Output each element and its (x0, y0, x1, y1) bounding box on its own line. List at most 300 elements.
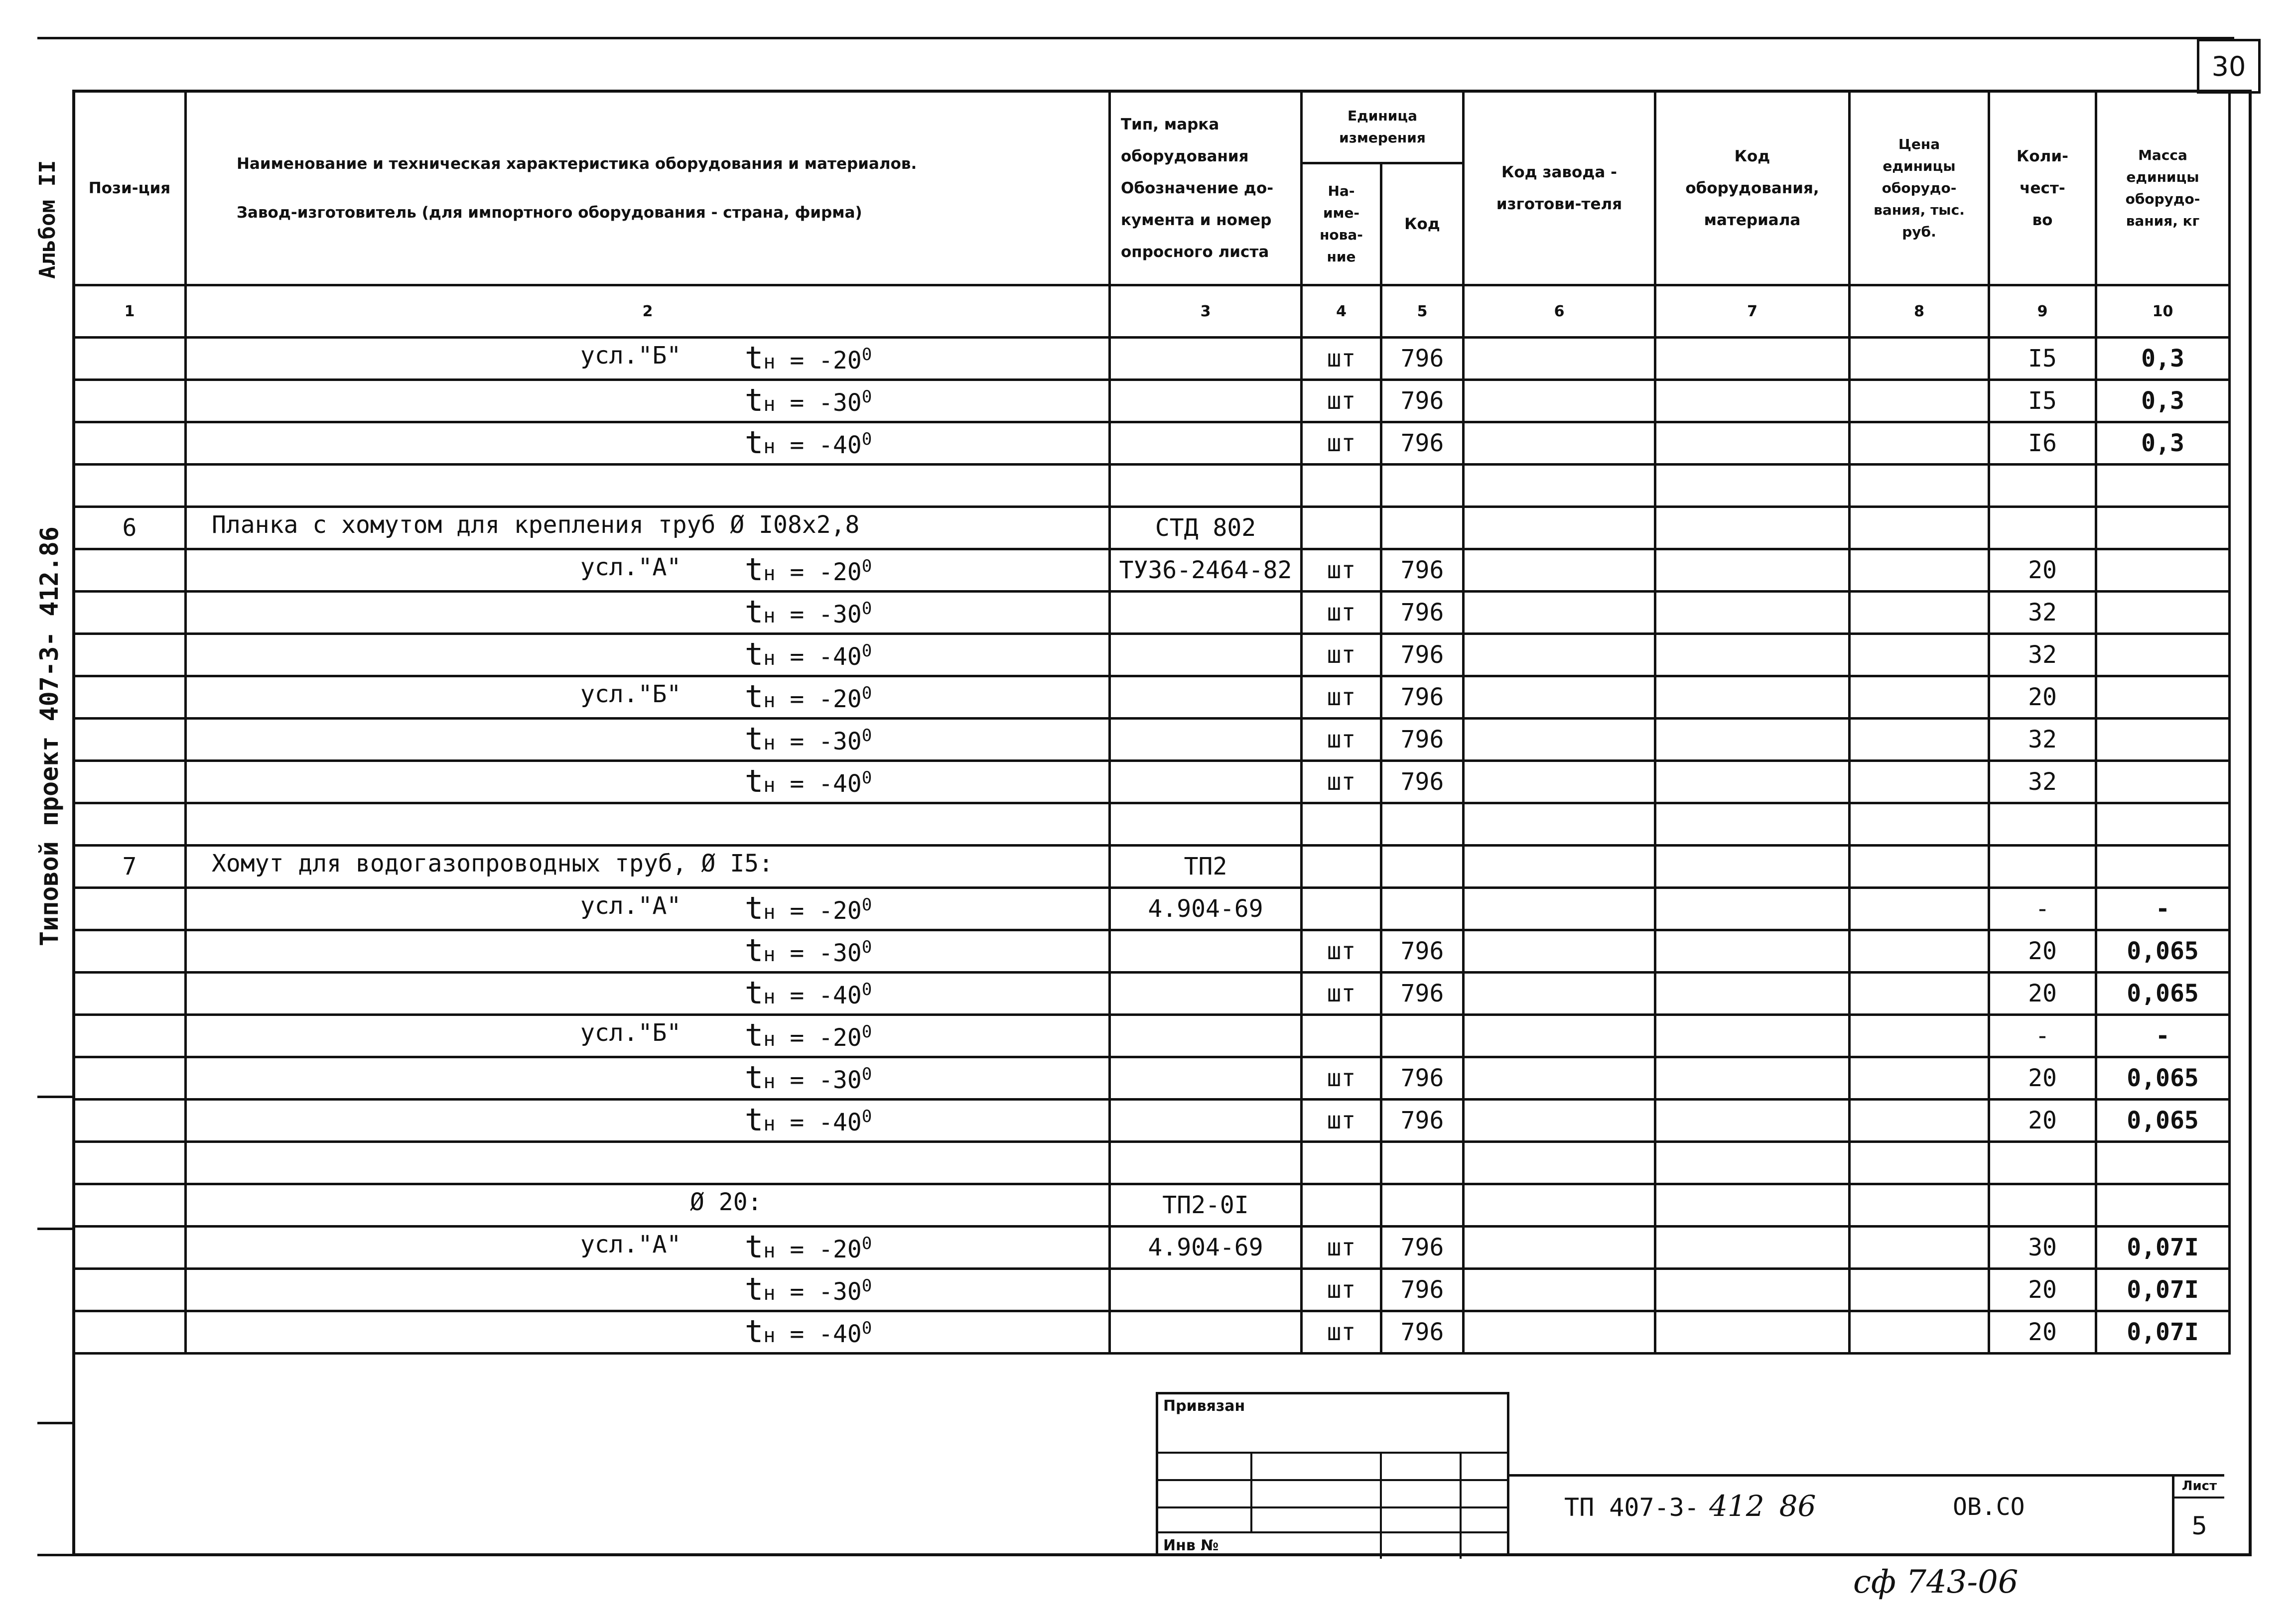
name-cell (186, 1184, 1110, 1227)
unit-code-cell (1381, 888, 1464, 930)
price-cell (1850, 930, 1989, 973)
margin-album-text: Альбом II (35, 160, 60, 279)
price-cell (1850, 888, 1989, 930)
name-cell (186, 549, 1110, 592)
plant-code-cell (1464, 1142, 1655, 1184)
name-cell (186, 676, 1110, 719)
header-name-line2: Завод-изготовитель (для импортного оборудования - страна, фирма) (237, 203, 862, 222)
name-cell (186, 1057, 1110, 1100)
document-cell (1110, 973, 1302, 1015)
unit-code-cell: 796 (1381, 380, 1464, 422)
stamp-label-attached: Привязан (1163, 1397, 1245, 1415)
temperature-number: = -40 (775, 1320, 862, 1348)
degree-mark: 0 (861, 683, 872, 703)
equipment-code-cell (1655, 422, 1850, 465)
mass-cell: 0,3 (2096, 422, 2230, 465)
equipment-code-cell (1655, 549, 1850, 592)
table-row (74, 803, 2230, 846)
degree-mark: 0 (861, 1022, 872, 1042)
plant-code-cell (1464, 338, 1655, 380)
page-number: 30 (2197, 39, 2261, 94)
mass-cell (2096, 761, 2230, 803)
position-cell (74, 422, 186, 465)
quantity-cell (1989, 1184, 2096, 1227)
position-cell: 6 (74, 507, 186, 549)
mass-cell (2096, 676, 2230, 719)
position-cell (74, 465, 186, 507)
equipment-code-cell (1655, 846, 1850, 888)
price-cell (1850, 338, 1989, 380)
temperature-subscript: н (763, 1324, 776, 1347)
table-row (74, 1057, 2230, 1100)
header-name (186, 91, 1110, 285)
equipment-code-cell (1655, 380, 1850, 422)
plant-code-cell (1464, 465, 1655, 507)
column-number: 7 (1655, 285, 1850, 338)
plant-code-cell (1464, 380, 1655, 422)
name-cell (186, 846, 1110, 888)
equipment-code-cell (1655, 803, 1850, 846)
name-cell (186, 1269, 1110, 1311)
temperature-number: = -20 (775, 558, 862, 586)
position-cell (74, 592, 186, 634)
unit-name-cell: шт (1302, 338, 1381, 380)
position-cell (74, 1311, 186, 1354)
plant-code-cell (1464, 719, 1655, 761)
table-row (74, 1100, 2230, 1142)
plant-code-cell (1464, 1227, 1655, 1269)
name-cell (186, 338, 1110, 380)
sheet-label: Лист (2181, 1479, 2217, 1494)
temperature-number: = -30 (775, 728, 862, 755)
quantity-cell: I5 (1989, 380, 2096, 422)
mass-cell (2096, 592, 2230, 634)
quantity-cell: - (1989, 1015, 2096, 1057)
unit-code-cell: 796 (1381, 422, 1464, 465)
price-cell (1850, 1311, 1989, 1354)
equipment-code-cell (1655, 676, 1850, 719)
table-row (74, 719, 2230, 761)
quantity-cell (1989, 1142, 2096, 1184)
temperature-subscript: н (763, 393, 776, 416)
unit-code-cell: 796 (1381, 1057, 1464, 1100)
position-cell (74, 1100, 186, 1142)
equipment-code-cell (1655, 634, 1850, 676)
unit-name-cell (1302, 803, 1381, 846)
temperature-subscript: н (763, 901, 776, 924)
temperature-symbol: t (745, 763, 764, 799)
quantity-cell: 20 (1989, 1269, 2096, 1311)
quantity-cell: I5 (1989, 338, 2096, 380)
table-row (74, 930, 2230, 973)
document-cell (1110, 592, 1302, 634)
price-cell (1850, 973, 1989, 1015)
mass-cell: 0,065 (2096, 930, 2230, 973)
plant-code-cell (1464, 846, 1655, 888)
header-row (74, 91, 2230, 163)
document-cell: ТП2 (1110, 846, 1302, 888)
equipment-code-cell (1655, 973, 1850, 1015)
name-cell (186, 719, 1110, 761)
equipment-code-cell (1655, 761, 1850, 803)
temperature-symbol: t (745, 1102, 764, 1138)
temperature-symbol: t (745, 382, 764, 418)
position-cell (74, 1227, 186, 1269)
column-numbers-row (74, 285, 2230, 338)
table-row (74, 380, 2230, 422)
mass-cell: 0,07I (2096, 1227, 2230, 1269)
quantity-cell: 32 (1989, 592, 2096, 634)
unit-code-cell: 796 (1381, 592, 1464, 634)
header-type: Тип, марка оборудования Обозначение до-кумента и номер опросного листа (1110, 91, 1302, 285)
mass-cell: 0,065 (2096, 1057, 2230, 1100)
equipment-code-cell (1655, 1057, 1850, 1100)
plant-code-cell (1464, 422, 1655, 465)
table-row (74, 761, 2230, 803)
unit-name-cell: шт (1302, 761, 1381, 803)
quantity-cell (1989, 507, 2096, 549)
plant-code-cell (1464, 973, 1655, 1015)
specification-table (72, 90, 2231, 1355)
temperature-value (745, 340, 872, 376)
unit-code-cell: 796 (1381, 1311, 1464, 1354)
document-cell: 4.904-69 (1110, 888, 1302, 930)
position-cell (74, 888, 186, 930)
temperature-subscript: н (763, 943, 776, 966)
unit-code-cell (1381, 507, 1464, 549)
unit-code-cell (1381, 1184, 1464, 1227)
plant-code-cell (1464, 1184, 1655, 1227)
price-cell (1850, 549, 1989, 592)
header-plant-code: Код завода - изготови-теля (1464, 91, 1655, 285)
name-cell (186, 888, 1110, 930)
temperature-symbol: t (745, 340, 764, 376)
mass-cell (2096, 507, 2230, 549)
condition-label: усл."А" (580, 1231, 681, 1258)
temperature-symbol: t (745, 1229, 764, 1265)
temperature-number: = -20 (775, 685, 862, 713)
header-name-line1: Наименование и техническая характеристика оборудования и материалов. (237, 154, 917, 173)
header-equipment-code: Код оборудования, материала (1655, 91, 1850, 285)
position-cell (74, 1142, 186, 1184)
header-unit-name: На-име-нова-ние (1302, 163, 1381, 285)
temperature-number: = -20 (775, 897, 862, 925)
table-row (74, 465, 2230, 507)
temperature-symbol: t (745, 551, 764, 588)
degree-mark: 0 (861, 726, 872, 746)
temperature-value (745, 678, 872, 715)
sheet-number-box (2172, 1474, 2224, 1556)
equipment-code-cell (1655, 1269, 1850, 1311)
name-cell (186, 930, 1110, 973)
unit-name-cell: шт (1302, 973, 1381, 1015)
document-cell (1110, 1311, 1302, 1354)
position-cell (74, 1057, 186, 1100)
position-cell (74, 1015, 186, 1057)
name-cell (186, 761, 1110, 803)
temperature-value (745, 594, 872, 630)
unit-name-cell: шт (1302, 676, 1381, 719)
document-cell (1110, 1269, 1302, 1311)
name-cell (186, 1015, 1110, 1057)
plant-code-cell (1464, 634, 1655, 676)
equipment-code-cell (1655, 719, 1850, 761)
temperature-number: = -30 (775, 1278, 862, 1306)
mass-cell (2096, 634, 2230, 676)
quantity-cell: 20 (1989, 1100, 2096, 1142)
plant-code-cell (1464, 549, 1655, 592)
unit-code-cell: 796 (1381, 549, 1464, 592)
header-position: Пози-ция (74, 91, 186, 285)
unit-name-cell: шт (1302, 1227, 1381, 1269)
document-mark: ОВ.СО (1953, 1493, 2025, 1521)
quantity-cell: 20 (1989, 1311, 2096, 1354)
temperature-value (745, 721, 872, 757)
margin-tick (37, 1422, 72, 1424)
price-cell (1850, 1184, 1989, 1227)
unit-code-cell: 796 (1381, 1269, 1464, 1311)
temperature-symbol: t (745, 890, 764, 926)
quantity-cell: 20 (1989, 676, 2096, 719)
unit-name-cell (1302, 1142, 1381, 1184)
price-cell (1850, 1100, 1989, 1142)
temperature-value (745, 763, 872, 799)
document-cell (1110, 761, 1302, 803)
condition-label: усл."А" (580, 892, 681, 920)
document-cell (1110, 1015, 1302, 1057)
document-cell: ТУ36-2464-82 (1110, 549, 1302, 592)
unit-name-cell (1302, 1184, 1381, 1227)
unit-name-cell: шт (1302, 592, 1381, 634)
item-description: Планка с хомутом для крепления труб Ø I08х2,8 (212, 511, 860, 539)
table-row (74, 592, 2230, 634)
table-row (74, 634, 2230, 676)
temperature-value (745, 551, 872, 588)
degree-mark: 0 (861, 768, 872, 788)
document-cell: СТД 802 (1110, 507, 1302, 549)
unit-name-cell: шт (1302, 719, 1381, 761)
plant-code-cell (1464, 1311, 1655, 1354)
margin-project-text: Типовой проект 407-3- 412.86 (35, 526, 64, 946)
table-row (74, 1015, 2230, 1057)
name-cell (186, 465, 1110, 507)
mass-cell: - (2096, 888, 2230, 930)
temperature-number: = -20 (775, 347, 862, 375)
document-cell (1110, 803, 1302, 846)
unit-code-cell: 796 (1381, 338, 1464, 380)
temperature-number: = -40 (775, 431, 862, 459)
temperature-number: = -40 (775, 1109, 862, 1136)
document-cell (1110, 338, 1302, 380)
temperature-symbol: t (745, 424, 764, 461)
header-mass: Масса единицы оборудо-вания, кг (2096, 91, 2230, 285)
column-number: 6 (1464, 285, 1655, 338)
unit-name-cell (1302, 1015, 1381, 1057)
document-cell (1110, 719, 1302, 761)
document-number-handwritten: 412 (1709, 1489, 1764, 1523)
mass-cell (2096, 846, 2230, 888)
position-cell (74, 973, 186, 1015)
unit-code-cell (1381, 1015, 1464, 1057)
temperature-symbol: t (745, 1313, 764, 1350)
unit-name-cell: шт (1302, 930, 1381, 973)
unit-name-cell: шт (1302, 1100, 1381, 1142)
mass-cell: 0,065 (2096, 1100, 2230, 1142)
temperature-value (745, 1059, 872, 1096)
header-unit-code: Код (1381, 163, 1464, 285)
condition-label: усл."Б" (580, 342, 681, 370)
name-cell (186, 1100, 1110, 1142)
temperature-subscript: н (763, 774, 776, 797)
temperature-number: = -30 (775, 389, 862, 417)
mass-cell: 0,3 (2096, 338, 2230, 380)
unit-name-cell: шт (1302, 549, 1381, 592)
mass-cell (2096, 549, 2230, 592)
equipment-code-cell (1655, 592, 1850, 634)
position-cell (74, 1269, 186, 1311)
name-cell (186, 634, 1110, 676)
stamp-line (1380, 1452, 1382, 1559)
unit-name-cell (1302, 465, 1381, 507)
plant-code-cell (1464, 592, 1655, 634)
temperature-symbol: t (745, 594, 764, 630)
price-cell (1850, 1142, 1989, 1184)
table-row (74, 888, 2230, 930)
degree-mark: 0 (861, 641, 872, 661)
quantity-cell: I6 (1989, 422, 2096, 465)
plant-code-cell (1464, 507, 1655, 549)
document-cell: 4.904-69 (1110, 1227, 1302, 1269)
position-cell (74, 930, 186, 973)
temperature-subscript: н (763, 1070, 776, 1093)
top-border-line (37, 37, 2234, 39)
temperature-subscript: н (763, 986, 776, 1008)
column-number: 4 (1302, 285, 1381, 338)
column-number: 8 (1850, 285, 1989, 338)
position-cell (74, 676, 186, 719)
degree-mark: 0 (861, 1234, 872, 1253)
position-cell (74, 761, 186, 803)
column-number: 2 (186, 285, 1110, 338)
unit-name-cell: шт (1302, 1311, 1381, 1354)
table-row (74, 549, 2230, 592)
quantity-cell: 30 (1989, 1227, 2096, 1269)
quantity-cell: 20 (1989, 1057, 2096, 1100)
name-cell (186, 507, 1110, 549)
column-number: 1 (74, 285, 186, 338)
sheet-number: 5 (2191, 1511, 2207, 1540)
quantity-cell: - (1989, 888, 2096, 930)
unit-code-cell: 796 (1381, 719, 1464, 761)
price-cell (1850, 634, 1989, 676)
equipment-code-cell (1655, 930, 1850, 973)
condition-label: усл."Б" (580, 1019, 681, 1047)
equipment-code-cell (1655, 1227, 1850, 1269)
temperature-number: = -30 (775, 1066, 862, 1094)
unit-code-cell: 796 (1381, 676, 1464, 719)
price-cell (1850, 1015, 1989, 1057)
temperature-value (745, 890, 872, 926)
quantity-cell: 32 (1989, 761, 2096, 803)
stamp-line (1158, 1479, 1507, 1481)
table-row (74, 846, 2230, 888)
table-row (74, 973, 2230, 1015)
mass-cell: - (2096, 1015, 2230, 1057)
name-cell (186, 1311, 1110, 1354)
equipment-code-cell (1655, 888, 1850, 930)
document-number-print: ТП 407-3- (1564, 1493, 1699, 1522)
price-cell (1850, 592, 1989, 634)
stamp-line (1250, 1452, 1252, 1531)
document-cell (1110, 1057, 1302, 1100)
degree-mark: 0 (861, 345, 872, 365)
plant-code-cell (1464, 803, 1655, 846)
temperature-subscript: н (763, 605, 776, 627)
item-description: Хомут для водогазопроводных труб, Ø I5: (212, 850, 774, 877)
temperature-subscript: н (763, 351, 776, 374)
temperature-subscript: н (763, 1113, 776, 1135)
equipment-code-cell (1655, 1184, 1850, 1227)
temperature-number: = -40 (775, 643, 862, 671)
mass-cell: 0,3 (2096, 380, 2230, 422)
table-row (74, 1227, 2230, 1269)
temperature-value (745, 424, 872, 461)
temperature-symbol: t (745, 932, 764, 969)
position-cell (74, 1184, 186, 1227)
equipment-code-cell (1655, 1015, 1850, 1057)
column-number: 5 (1381, 285, 1464, 338)
position-cell (74, 549, 186, 592)
temperature-subscript: н (763, 435, 776, 458)
unit-code-cell: 796 (1381, 930, 1464, 973)
document-cell (1110, 676, 1302, 719)
degree-mark: 0 (861, 1276, 872, 1296)
degree-mark: 0 (861, 599, 872, 619)
unit-name-cell: шт (1302, 1269, 1381, 1311)
quantity-cell: 32 (1989, 719, 2096, 761)
temperature-symbol: t (745, 975, 764, 1011)
unit-code-cell: 796 (1381, 1100, 1464, 1142)
temperature-number: = -30 (775, 601, 862, 628)
plant-code-cell (1464, 930, 1655, 973)
temperature-value (745, 932, 872, 969)
temperature-value (745, 1017, 872, 1053)
document-cell (1110, 930, 1302, 973)
document-cell (1110, 1100, 1302, 1142)
temperature-symbol: t (745, 1271, 764, 1307)
plant-code-cell (1464, 1015, 1655, 1057)
document-year-handwritten: 86 (1779, 1489, 1816, 1523)
plant-code-cell (1464, 1100, 1655, 1142)
temperature-subscript: н (763, 647, 776, 670)
temperature-number: = -40 (775, 982, 862, 1009)
stamp-line (1158, 1452, 1507, 1454)
name-cell (186, 1142, 1110, 1184)
price-cell (1850, 803, 1989, 846)
temperature-value (745, 1313, 872, 1350)
equipment-code-cell (1655, 1311, 1850, 1354)
degree-mark: 0 (861, 556, 872, 576)
temperature-value (745, 975, 872, 1011)
quantity-cell: 20 (1989, 930, 2096, 973)
stamp-label-inventory: Инв № (1163, 1537, 1219, 1554)
unit-code-cell (1381, 846, 1464, 888)
temperature-value (745, 1271, 872, 1307)
header-price: Цена единицы оборудо-вания, тыс. руб. (1850, 91, 1989, 285)
temperature-symbol: t (745, 678, 764, 715)
plant-code-cell (1464, 888, 1655, 930)
price-cell (1850, 422, 1989, 465)
